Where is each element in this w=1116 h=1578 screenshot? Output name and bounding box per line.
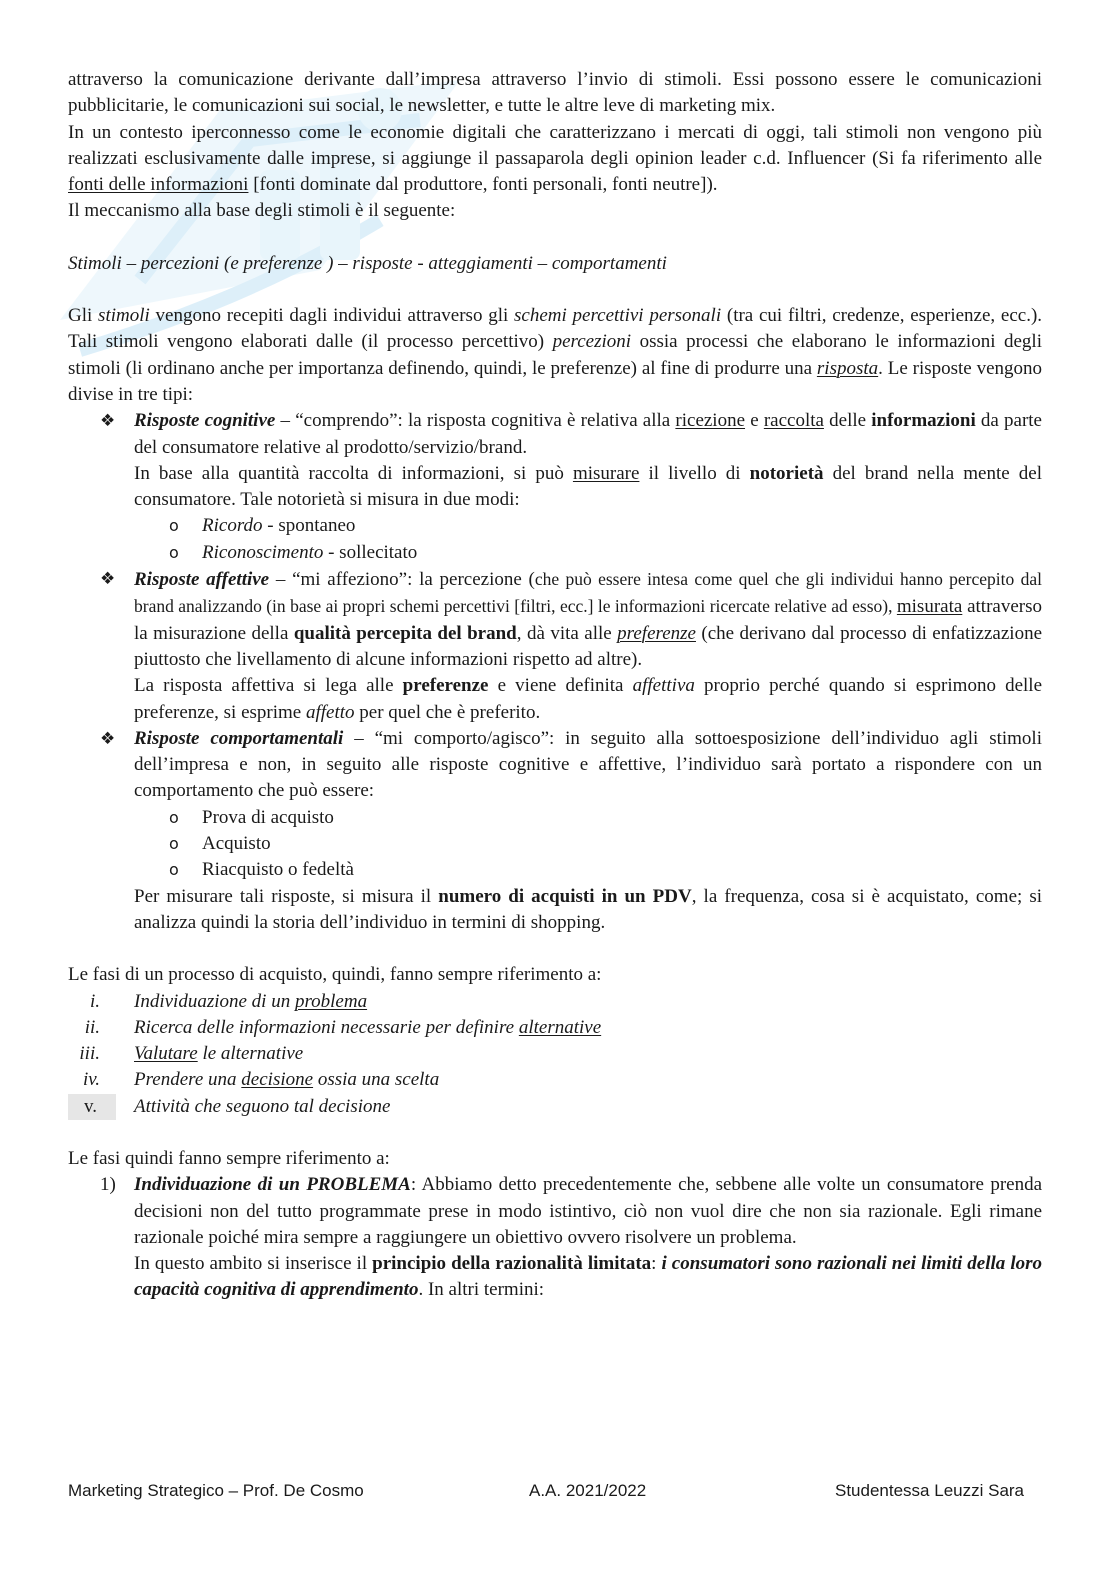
phase-item: v. Attività che seguono tal decisione: [68, 1094, 1042, 1120]
link-fonti-informazioni: fonti delle informazioni: [68, 174, 249, 196]
phases-intro: Le fasi di un processo di acquisto, quindi, fanno sempre riferimento a:: [68, 964, 602, 986]
sub-item-acquisto: o Acquisto: [68, 831, 1042, 857]
phases2-intro: Le fasi quindi fanno sempre riferimento a:: [68, 1147, 390, 1169]
phase-item: ii. Ricerca delle informazioni necessarie per definire alternative: [84, 1016, 602, 1038]
sub-item-prova: o Prova di acquisto: [68, 805, 1042, 831]
page-footer: [68, 1478, 1032, 1502]
bullet-risposte-affettive: ❖ Risposte affettive – “mi affeziono”: la percezione (che può essere intesa come quel che gli individui hanno percepito dal brand analizzando (in base ai propri schemi percettivi [filtri, ecc.] le informazioni ricercate relative ad esso), misurata attraverso la misurazione della qualità percepita del brand, dà vita alle preferenze (che derivano dal processo di enfatizzazione piuttosto che livellamento di alcune informazioni rispetto ad altre).: [68, 566, 1042, 673]
paragraph-influencer: In un contesto iperconnesso come le economie digitali che caratterizzano i mercati di oggi, tali stimoli non vengono più realizzati esclusivamente dalle imprese, si aggiunge il passaparola degli opinion leader c.d. Influencer (Si fa riferimento alle fonti delle informazioni [fonti dominate dal produttore, fonti personali, fonti neutre]).: [68, 121, 1042, 196]
circle-bullet-icon: o: [169, 516, 179, 536]
sub-item-ricordo: o Ricordo - spontaneo: [68, 513, 1042, 539]
circle-bullet-icon: o: [169, 807, 179, 827]
sub-item-riconoscimento: o Riconoscimento - sollecitato: [68, 540, 1042, 566]
paragraph-intro: attraverso la comunicazione derivante dall’impresa attraverso l’invio di stimoli. Essi possono essere le comunicazioni pubblicitarie, le comunicazioni sui social, le newsletter, e tutte le altre leve di marketing mix.: [68, 69, 1042, 117]
circle-bullet-icon: o: [169, 860, 179, 880]
numbered-item-problema: 1) Individuazione di un PROBLEMA: Abbiamo detto precedentemente che, sebbene alle volte un consumatore prenda decisioni non del tutto programmate prese in modo istintivo, ciò non vuol dire che non sia razionale. Egli rimane razionale poiché mira sempre a raggiungere un obiettivo ovvero risolvere un problema.: [100, 1174, 1043, 1248]
circle-bullet-icon: o: [169, 542, 179, 562]
paragraph-stimoli: Gli stimoli vengono recepiti dagli individui attraverso gli schemi percettivi personali (tra cui filtri, credenze, esperienze, ecc.). Tali stimoli vengono elaborati dalle (il processo percettivo) percezioni ossia processi che elaborano le informazioni degli stimoli (li ordinano anche per importanza definendo, quindi, le preferenze) al fine di produrre una risposta. Le risposte vengono divise in tre tipi:: [68, 305, 1043, 405]
phase-item: iii. Valutare le alternative: [79, 1043, 304, 1065]
bullet-cognitive-detail: In base alla quantità raccolta di informazioni, si può misurare il livello di notorietà del brand nella mente del consumatore. Tale notorietà si misura in due modi:: [134, 462, 1042, 511]
sub-item-riacquisto: o Riacquisto o fedeltà: [68, 857, 1042, 883]
footer-year: A.A. 2021/2022: [529, 1481, 647, 1500]
mechanism-chain: Stimoli – percezioni (e preferenze ) – risposte - atteggiamenti – comportamenti: [68, 252, 667, 274]
document-body: [68, 67, 1042, 1304]
diamond-bullet-icon: ❖: [100, 728, 116, 749]
phase-item: iv. Prendere una decisione ossia una scelta: [82, 1069, 440, 1091]
bullet-affettive-detail: La risposta affettiva si lega alle preferenze e viene definita affettiva proprio perché quando si esprimono delle preferenze, si esprime affetto per quel che è preferito.: [134, 675, 1043, 723]
diamond-bullet-icon: ❖: [100, 411, 116, 432]
diamond-bullet-icon: ❖: [100, 569, 116, 590]
phase-number-highlighted: v.: [68, 1094, 116, 1120]
phase-item: i. Individuazione di un problema: [89, 990, 368, 1012]
bullet-risposte-comportamentali: ❖ Risposte comportamentali – “mi comporto/agisco”: in seguito alla sottoesposizione dell’individuo agli stimoli dell’impresa e non, in seguito alle risposte cognitive e affettive, l’individuo sarà portato a rispondere con un comportamento che può essere:: [100, 727, 1042, 802]
footer-student: Studentessa Leuzzi Sara: [835, 1481, 1025, 1500]
bullet-comportamentali-detail: Per misurare tali risposte, si misura il numero di acquisti in un PDV, la frequenza, cosa si è acquistato, come; si analizza quindi la storia dell’individuo in termini di shopping.: [134, 885, 1043, 933]
circle-bullet-icon: o: [169, 834, 179, 854]
footer-course: Marketing Strategico – Prof. De Cosmo: [68, 1481, 364, 1500]
paragraph-mechanism: Il meccanismo alla base degli stimoli è il seguente:: [68, 200, 456, 222]
bullet-risposte-cognitive: ❖ Risposte cognitive – “comprendo”: la risposta cognitiva è relativa alla ricezione e raccolta delle informazioni da parte del consumatore relative al prodotto/servizio/brand.: [100, 410, 1042, 458]
numbered-item-razionalita: In questo ambito si inserisce il principio della razionalità limitata: i consumatori sono razionali nei limiti della loro capacità cognitiva di apprendimento. In altri termini:: [134, 1253, 1042, 1301]
